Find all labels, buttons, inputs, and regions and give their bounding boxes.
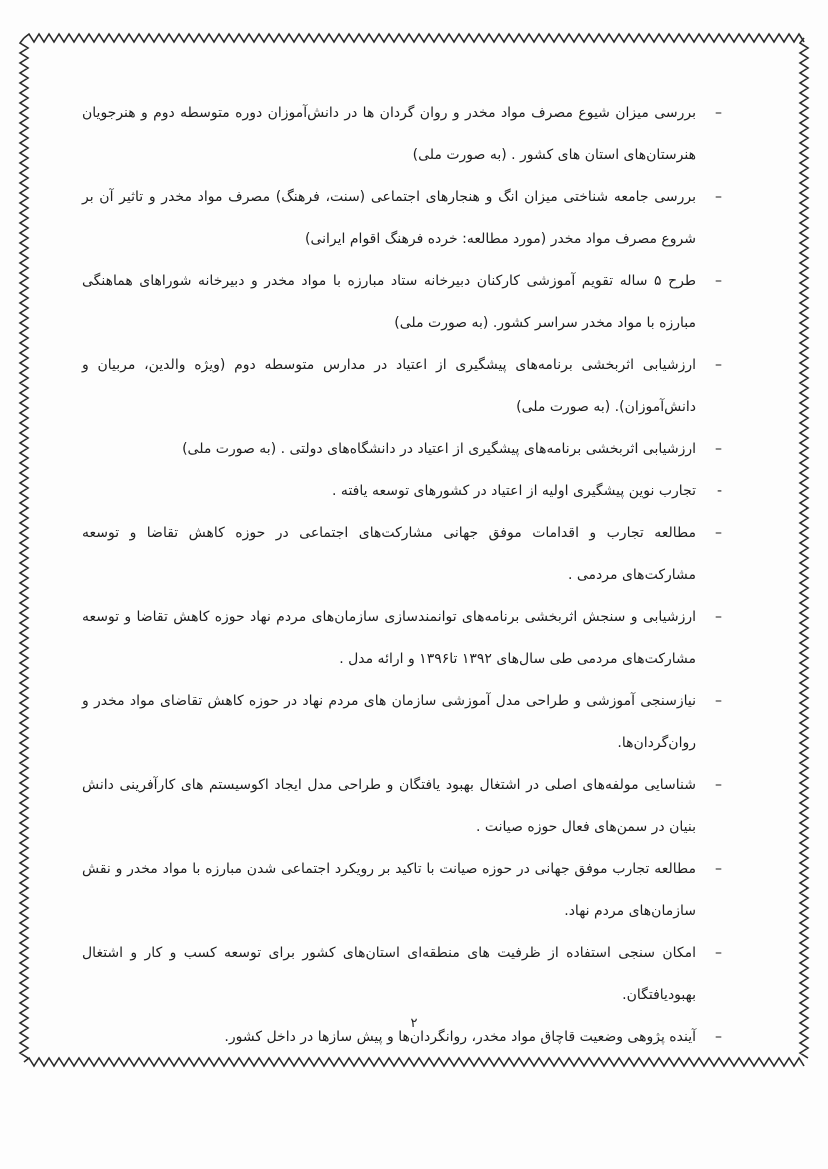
border-right [800, 38, 808, 1058]
item-text: آینده پژوهی وضعیت قاچاق مواد مخدر، روانگردان‌ها و پیش سازها در داخل کشور. [224, 1029, 696, 1045]
item-text: نیازسنجی آموزشی و طراحی مدل آموزشی سازمان های مردم نهاد در حوزه کاهش تقاضای مواد مخدر و روان‌گردان‌ها. [82, 693, 696, 751]
list-item [82, 512, 722, 596]
dash-bullet: – [715, 945, 722, 961]
list-item [82, 848, 722, 932]
border-left [20, 38, 28, 1058]
list-item [82, 932, 722, 1016]
item-text: تجارب نوین پیشگیری اولیه از اعتیاد در کشورهای توسعه یافته . [332, 483, 696, 499]
item-text: ارزشیابی اثربخشی برنامه‌های پیشگیری از اعتیاد در مدارس متوسطه دوم (ویژه والدین، مربیان و دانش‌آموزان). (به صورت ملی) [82, 357, 696, 415]
list-item [82, 92, 722, 176]
list-item [82, 260, 722, 344]
dash-bullet: – [715, 105, 722, 121]
dash-bullet: – [715, 525, 722, 541]
border-bottom [24, 1058, 804, 1066]
list-item [82, 764, 722, 848]
research-topics-list [82, 92, 722, 1058]
list-item [82, 596, 722, 680]
list-item [82, 680, 722, 764]
item-text: بررسی میزان شیوع مصرف مواد مخدر و روان گردان ها در دانش‌آموزان دوره متوسطه دوم و هنرجویان هنرستان‌های استان های کشور . (به صورت ملی) [82, 105, 696, 163]
dash-bullet: – [715, 777, 722, 793]
item-text: بررسی جامعه شناختی میزان انگ و هنجارهای اجتماعی (سنت، فرهنگ) مصرف مواد مخدر و تاثیر آن بر شروع مصرف مواد مخدر (مورد مطالعه: خرده فرهنگ اقوام ایرانی) [82, 189, 696, 247]
dash-bullet: – [715, 1029, 722, 1045]
page-number: ۲ [410, 1016, 418, 1031]
list-item [82, 428, 722, 470]
list-item [82, 470, 722, 512]
dash-bullet: – [715, 693, 722, 709]
dash-bullet: – [715, 357, 722, 373]
item-text: شناسایی مولفه‌های اصلی در اشتغال بهبود یافتگان و طراحی مدل ایجاد اکوسیستم های کارآفرینی دانش بنیان در سمن‌های فعال حوزه صیانت . [82, 777, 696, 835]
item-text: ارزشیابی و سنجش اثربخشی برنامه‌های توانمندسازی سازمان‌های مردم نهاد حوزه کاهش تقاضا و توسعه مشارکت‌های مردمی طی سال‌های ۱۳۹۲ تا۱۳۹۶ و ارائه مدل . [82, 609, 696, 667]
dash-bullet: – [715, 609, 722, 625]
list-item [82, 344, 722, 428]
dash-bullet: – [715, 273, 722, 289]
border-top [24, 34, 804, 42]
dash-bullet: – [715, 441, 722, 457]
list-item [82, 176, 722, 260]
dash-bullet: – [715, 861, 722, 877]
dash-bullet: – [715, 189, 722, 205]
item-text: امکان سنجی استفاده از ظرفیت های منطقه‌ای استان‌های کشور برای توسعه کسب و کار و اشتغال بهبودیافتگان. [82, 945, 696, 1003]
item-text: مطالعه تجارب و اقدامات موفق جهانی مشارکت‌های اجتماعی در حوزه کاهش تقاضا و توسعه مشارکت‌های مردمی . [82, 525, 696, 583]
dash-bullet: - [716, 483, 722, 499]
item-text: طرح ۵ ساله تقویم آموزشی کارکنان دبیرخانه ستاد مبارزه با مواد مخدر و دبیرخانه شوراهای هماهنگی مبارزه با مواد مخدر سراسر کشور. (به صورت ملی) [82, 273, 696, 331]
item-text: مطالعه تجارب موفق جهانی در حوزه صیانت با تاکید بر رویکرد اجتماعی شدن مبارزه با مواد مخدر و نقش سازمان‌های مردم نهاد. [82, 861, 696, 919]
item-text: ارزشیابی اثربخشی برنامه‌های پیشگیری از اعتیاد در دانشگاه‌های دولتی . (به صورت ملی) [182, 441, 696, 457]
